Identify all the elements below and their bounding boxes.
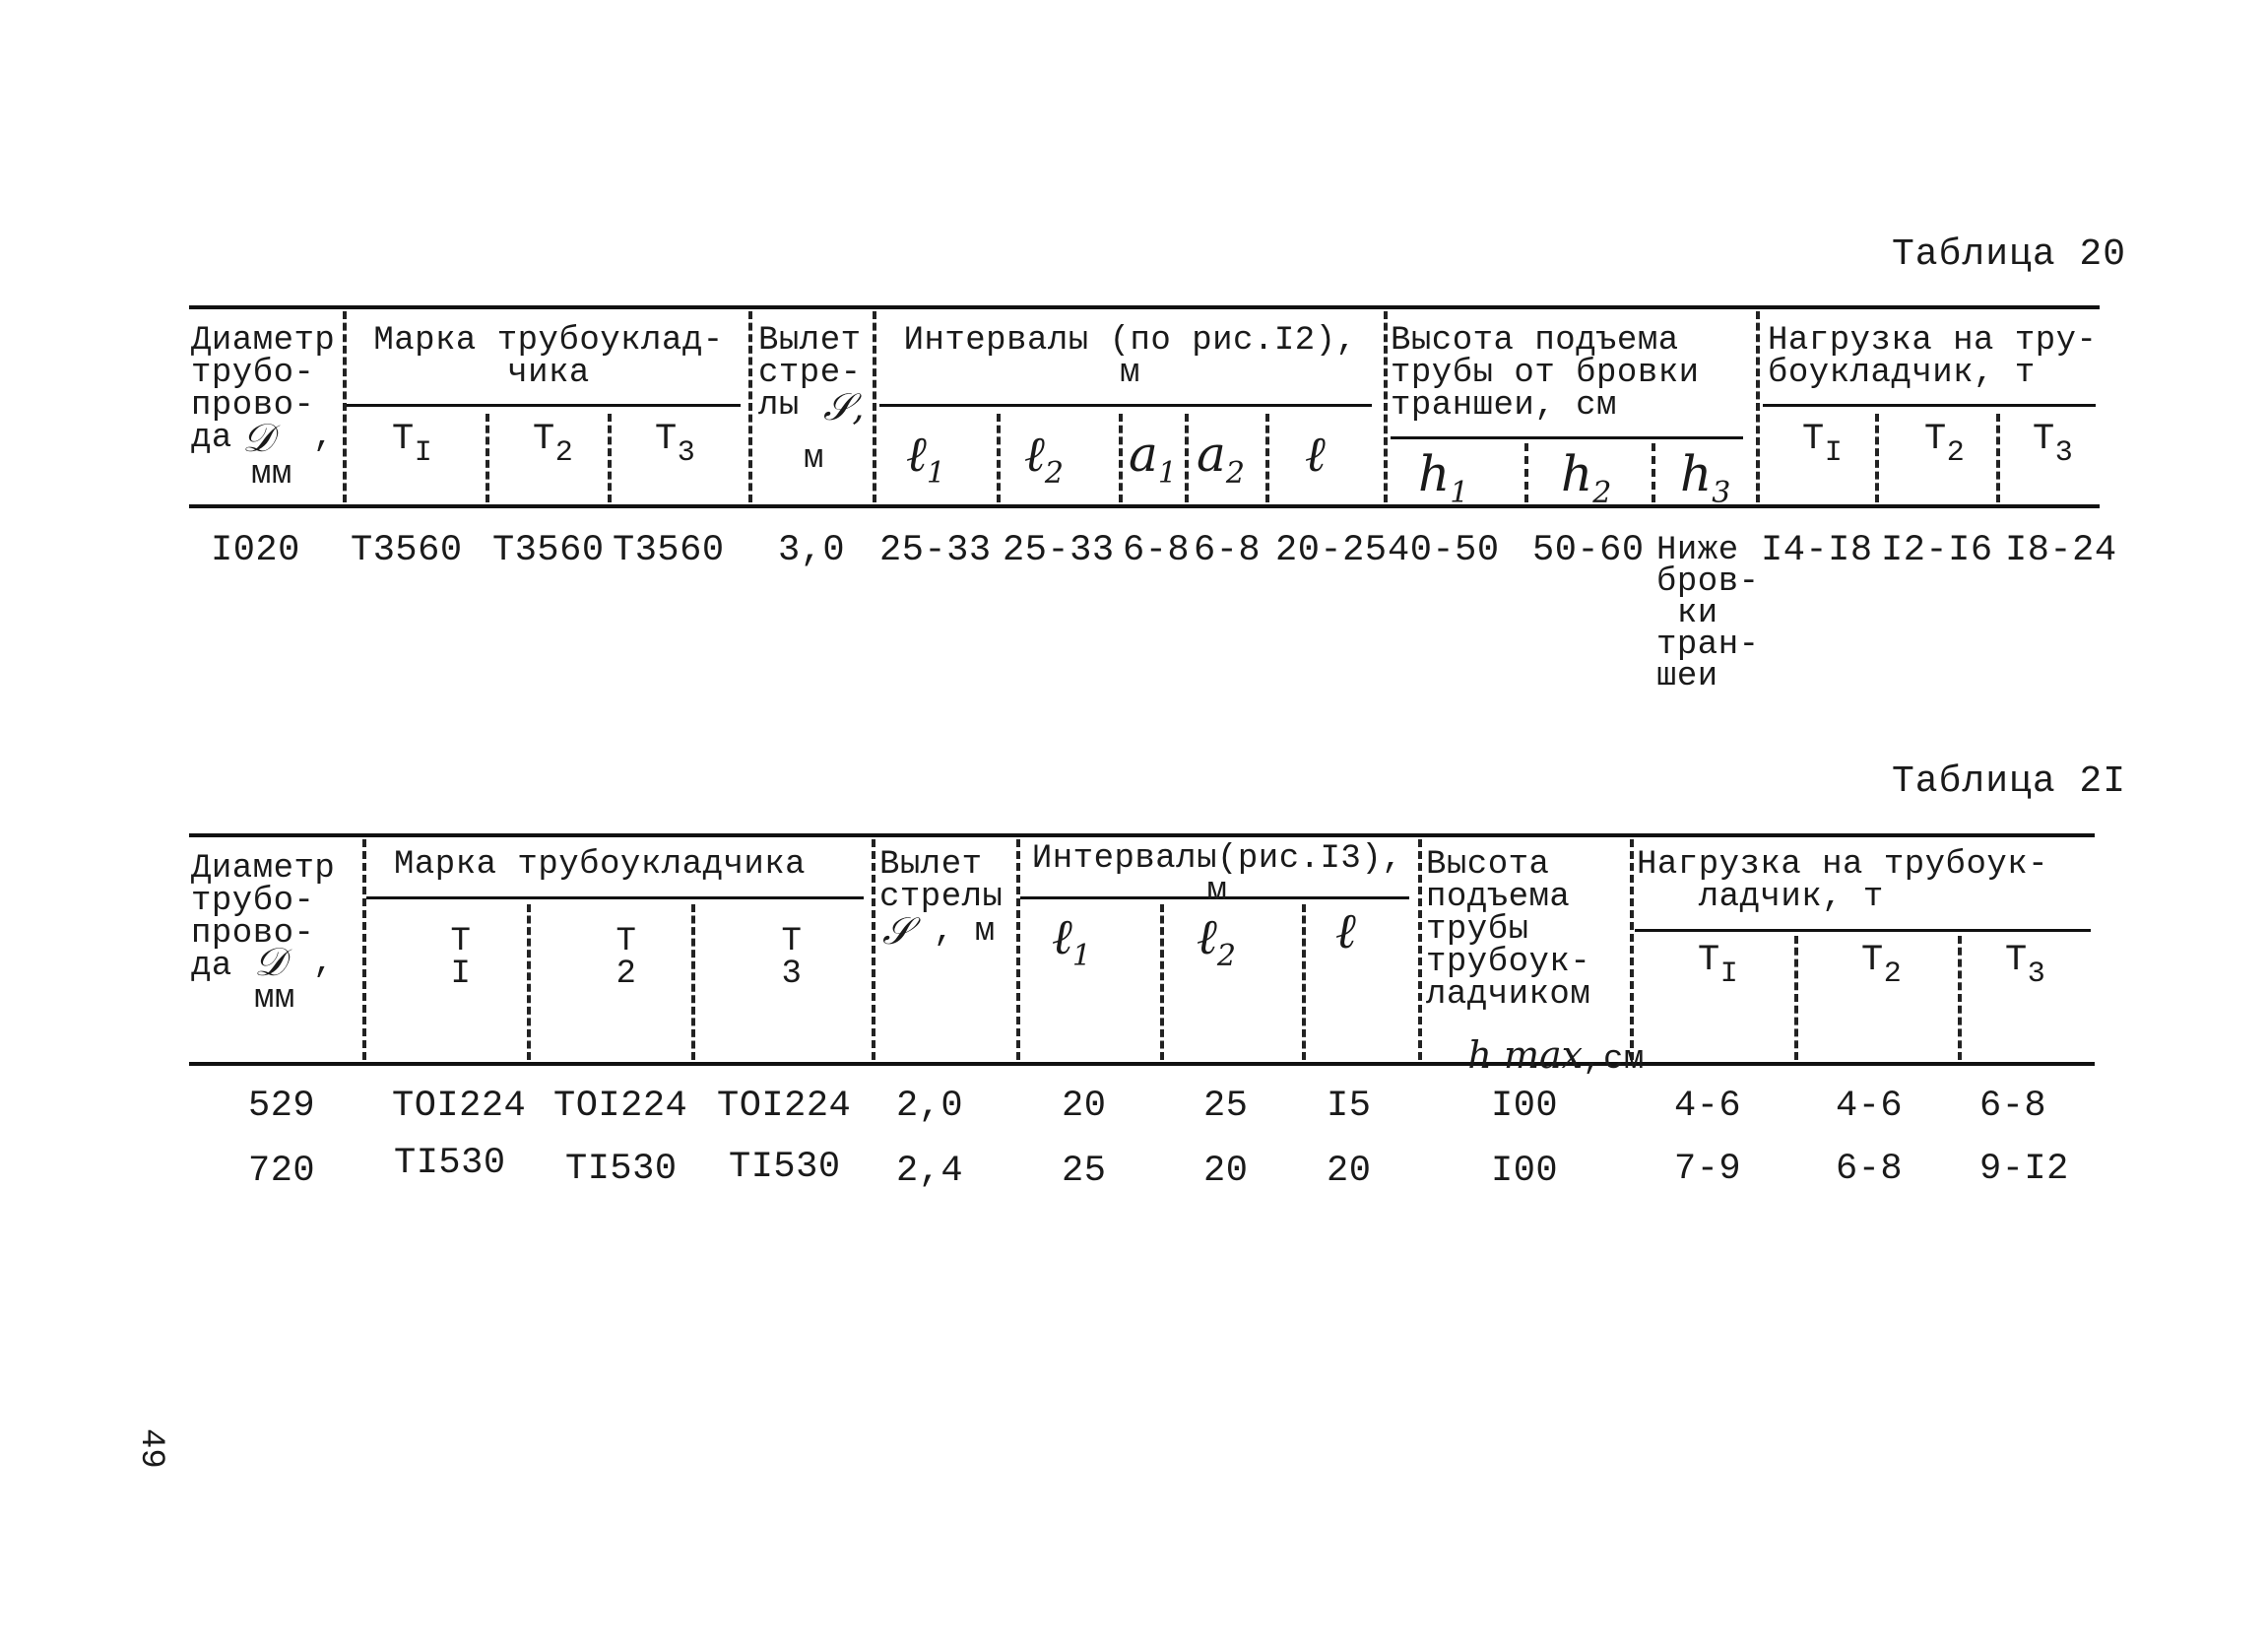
- table21-header-t3: T 3: [781, 923, 803, 993]
- diameter-comma: ,: [313, 945, 334, 982]
- table21-cell-reach: 2,4: [896, 1151, 964, 1192]
- table20-header-a1: $a_1$: [1129, 426, 1177, 491]
- table21-cell-t3: TI530: [729, 1147, 841, 1188]
- table20-group-rule: [879, 404, 1372, 407]
- table20-col-sep: [1875, 414, 1879, 502]
- table21-cell-lt1: 4-6: [1674, 1086, 1742, 1127]
- table20-cell-t1: T3560: [351, 530, 463, 571]
- table21-top-rule: [189, 833, 2095, 837]
- table20-header-intervals: Интервалы (по рис.I2), м: [903, 322, 1357, 392]
- table20-header-a2: $a_2$: [1197, 426, 1245, 491]
- table21-cell-t3: TOI224: [717, 1086, 852, 1127]
- table20-header-h3: $h_3$: [1680, 445, 1731, 510]
- table20-cell-d: I020: [211, 530, 300, 571]
- table21-header-rule: [189, 1062, 2095, 1066]
- table20-cell-reach: 3,0: [778, 530, 846, 571]
- table21-header-height-symbol: h max,см: [1467, 1033, 1645, 1079]
- table20-cell-h1: 40-50: [1388, 530, 1500, 571]
- table20-cell-lt2: I2-I6: [1881, 530, 1993, 571]
- table20-header-rule: [189, 504, 2100, 508]
- table21-header-l2: ℓ$_2$: [1197, 908, 1236, 973]
- table20-col-sep: [748, 311, 752, 502]
- table21-header-b: ℓ: [1335, 902, 1356, 959]
- table21-col-sep: [1160, 904, 1164, 1060]
- table21-header-t1: T I: [450, 923, 472, 993]
- table21-caption: Таблица 2I: [1892, 760, 2127, 803]
- table20-cell-a2: 6-8: [1194, 530, 1262, 571]
- table21-cell-t1: TOI224: [392, 1086, 527, 1127]
- table21-header-diameter-unit: мм: [254, 980, 295, 1018]
- table20-col-sep: [1756, 311, 1760, 502]
- table21-header-reach: Вылет стрелы: [879, 846, 1004, 916]
- table21-cell-l1: 25: [1062, 1151, 1107, 1192]
- diameter-comma: ,: [313, 419, 334, 456]
- table21-cell-l1: 20: [1062, 1086, 1107, 1127]
- table21-cell-b: I5: [1327, 1086, 1372, 1127]
- diameter-symbol: 𝒟: [254, 940, 286, 985]
- table21-cell-lt1: 7-9: [1674, 1149, 1742, 1190]
- table21-cell-d: 720: [248, 1151, 316, 1192]
- table21-cell-t2: TOI224: [553, 1086, 688, 1127]
- table21-cell-t1: TI530: [394, 1143, 506, 1184]
- table20-cell-l1: 25-33: [879, 530, 992, 571]
- table21-cell-lt3: 9-I2: [1979, 1149, 2069, 1190]
- table21-col-sep: [362, 839, 366, 1060]
- table20-header-reach-unit: м: [804, 440, 824, 478]
- table20-header-l2: ℓ$_2$: [1024, 426, 1064, 491]
- table21-header-load: Нагрузка на трубоук- ладчик, т: [1637, 846, 2049, 916]
- table20-cell-b: 20-25: [1275, 530, 1388, 571]
- table20-cell-lt1: I4-I8: [1761, 530, 1873, 571]
- table20-col-sep: [1119, 414, 1123, 502]
- table20-header-b: ℓ: [1305, 426, 1326, 483]
- table20-cell-t2: T3560: [492, 530, 605, 571]
- table20-header-height: Высота подъема трубы от бровки траншеи, см: [1391, 322, 1700, 425]
- table21-cell-d: 529: [248, 1086, 316, 1127]
- table20-header-brand: Марка трубоуклад- чика: [373, 322, 724, 392]
- table21-col-sep: [1418, 839, 1422, 1060]
- diameter-symbol: 𝒟: [242, 416, 274, 461]
- table20-cell-t3: T3560: [613, 530, 725, 571]
- table21-header-l1: ℓ$_1$: [1052, 908, 1091, 973]
- table21-col-sep: [872, 839, 875, 1060]
- table20-header-t2: $T_2$: [533, 419, 574, 470]
- table21-cell-l2: 25: [1203, 1086, 1249, 1127]
- table21-cell-b: 20: [1327, 1151, 1372, 1192]
- table20-cell-lt3: I8-24: [2005, 530, 2117, 571]
- table21-col-sep: [1302, 904, 1306, 1060]
- table21-cell-h: I00: [1491, 1151, 1559, 1192]
- table20-header-diameter-unit: мм: [251, 456, 292, 494]
- table21-col-sep: [1794, 936, 1798, 1060]
- table21-col-sep: [1958, 936, 1962, 1060]
- table20-col-sep: [1384, 311, 1388, 502]
- table21-header-t2: T 2: [616, 923, 637, 993]
- table21-cell-lt2: 4-6: [1836, 1086, 1904, 1127]
- table20-header-load: Нагрузка на тру- боукладчик, т: [1768, 322, 2098, 392]
- table20-header-load-t3: $T_3$: [2033, 419, 2074, 470]
- table20-top-rule: [189, 305, 2100, 309]
- table20-cell-h3: Ниже бров- ки тран- шеи: [1656, 532, 1760, 695]
- table20-col-sep: [1524, 443, 1528, 502]
- table20-group-rule: [347, 404, 741, 407]
- table20-col-sep: [997, 414, 1001, 502]
- reach-symbol: 𝒮,: [823, 385, 865, 429]
- table20-col-sep: [343, 311, 347, 502]
- table21-header-height: Высота подъема трубы трубоук- ладчиком: [1426, 846, 1591, 1014]
- table20-cell-l2: 25-33: [1003, 530, 1115, 571]
- table20-header-l1: ℓ$_1$: [906, 426, 945, 491]
- table21-header-load-t3: $T_3$: [2005, 940, 2046, 991]
- table20-col-sep: [486, 414, 489, 502]
- table21-cell-lt3: 6-8: [1979, 1086, 2047, 1127]
- table20-col-sep: [1265, 414, 1269, 502]
- table20-col-sep: [873, 311, 876, 502]
- table20-header-reach: Вылет стре- лы: [758, 322, 862, 425]
- table21-header-reach-unit: , м: [934, 913, 996, 951]
- table20-col-sep: [1185, 414, 1189, 502]
- table20-cell-h2: 50-60: [1532, 530, 1645, 571]
- table21-cell-t2: TI530: [565, 1149, 678, 1190]
- table21-header-intervals: Интервалы(рис.I3), м: [1031, 840, 1403, 910]
- table20-header-diameter: Диаметр трубо- прово- да: [191, 322, 336, 457]
- table20-col-sep: [1652, 443, 1655, 502]
- table20-header-load-t2: $T_2$: [1924, 419, 1966, 470]
- table20-caption: Таблица 20: [1892, 233, 2127, 276]
- table21-cell-h: I00: [1491, 1086, 1559, 1127]
- table20-header-h2: $h_2$: [1561, 445, 1612, 510]
- table20-col-sep: [1996, 414, 2000, 502]
- page-number: 49: [132, 1428, 169, 1469]
- table21-header-brand: Марка трубоукладчика: [394, 846, 807, 884]
- reach-symbol: 𝒮: [882, 909, 912, 953]
- table20-cell-a1: 6-8: [1123, 530, 1191, 571]
- table20-header-t1: $T_I$: [392, 419, 433, 470]
- table21-cell-reach: 2,0: [896, 1086, 964, 1127]
- table21-col-sep: [527, 904, 531, 1060]
- table20-group-rule: [1763, 404, 2096, 407]
- table20-header-load-t1: $T_I$: [1802, 419, 1844, 470]
- table21-header-load-t2: $T_2$: [1861, 940, 1903, 991]
- table20-header-h1: $h_1$: [1418, 445, 1469, 510]
- table21-cell-l2: 20: [1203, 1151, 1249, 1192]
- table20-group-rule: [1391, 436, 1743, 439]
- table20-col-sep: [608, 414, 612, 502]
- table21-group-rule: [366, 896, 864, 899]
- table21-header-diameter: Диаметр трубо- прово- да: [191, 850, 336, 985]
- table21-col-sep: [691, 904, 695, 1060]
- table20-header-t3: $T_3$: [655, 419, 696, 470]
- table21-header-load-t1: $T_I$: [1698, 940, 1739, 991]
- table21-cell-lt2: 6-8: [1836, 1149, 1904, 1190]
- table21-group-rule: [1635, 929, 2091, 932]
